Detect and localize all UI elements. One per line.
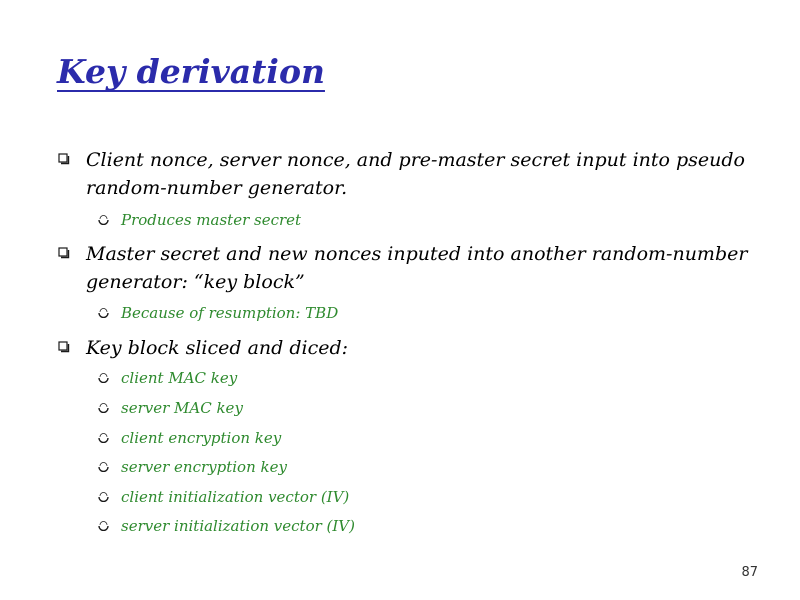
- sub-bullet-text: client initialization vector (IV): [121, 488, 350, 506]
- circle-bullet-icon: [98, 521, 110, 531]
- sub-bullet-item: [98, 303, 738, 323]
- circle-bullet-icon: [98, 215, 110, 225]
- sub-bullet-text: server MAC key: [121, 399, 243, 417]
- slide-title: Key derivation: [57, 52, 325, 91]
- bullet-text: Master secret and new nonces inputed into another random-number generator: “key block”: [86, 243, 748, 293]
- circle-bullet-icon: [98, 308, 110, 318]
- circle-bullet-icon: [98, 433, 110, 443]
- checkbox-bullet-icon: [58, 341, 70, 353]
- sub-bullet-text: Produces master secret: [121, 211, 302, 229]
- bullet-text: Client nonce, server nonce, and pre-master secret input into pseudo random-number generator.: [86, 149, 745, 199]
- bullet-text: Key block sliced and diced:: [86, 337, 349, 359]
- sub-bullet-item: [98, 428, 738, 448]
- bullet-item: [58, 240, 748, 296]
- sub-bullet-text: server initialization vector (IV): [121, 517, 355, 535]
- bullet-item: [58, 146, 748, 202]
- circle-bullet-icon: [98, 373, 110, 383]
- sub-bullet-item: [98, 487, 738, 507]
- checkbox-bullet-icon: [58, 247, 70, 259]
- sub-bullet-item: [98, 516, 738, 536]
- sub-bullet-item: [98, 457, 738, 477]
- bullet-item: [58, 334, 748, 362]
- sub-bullet-text: client MAC key: [121, 369, 238, 387]
- sub-bullet-text: Because of resumption: TBD: [121, 304, 339, 322]
- sub-bullet-item: [98, 210, 738, 230]
- sub-bullet-text: server encryption key: [121, 458, 287, 476]
- sub-bullet-text: client encryption key: [121, 429, 282, 447]
- sub-bullet-item: [98, 368, 738, 388]
- sub-bullet-item: [98, 398, 738, 418]
- circle-bullet-icon: [98, 462, 110, 472]
- page-number: 87: [741, 565, 758, 580]
- circle-bullet-icon: [98, 403, 110, 413]
- circle-bullet-icon: [98, 492, 110, 502]
- checkbox-bullet-icon: [58, 153, 70, 165]
